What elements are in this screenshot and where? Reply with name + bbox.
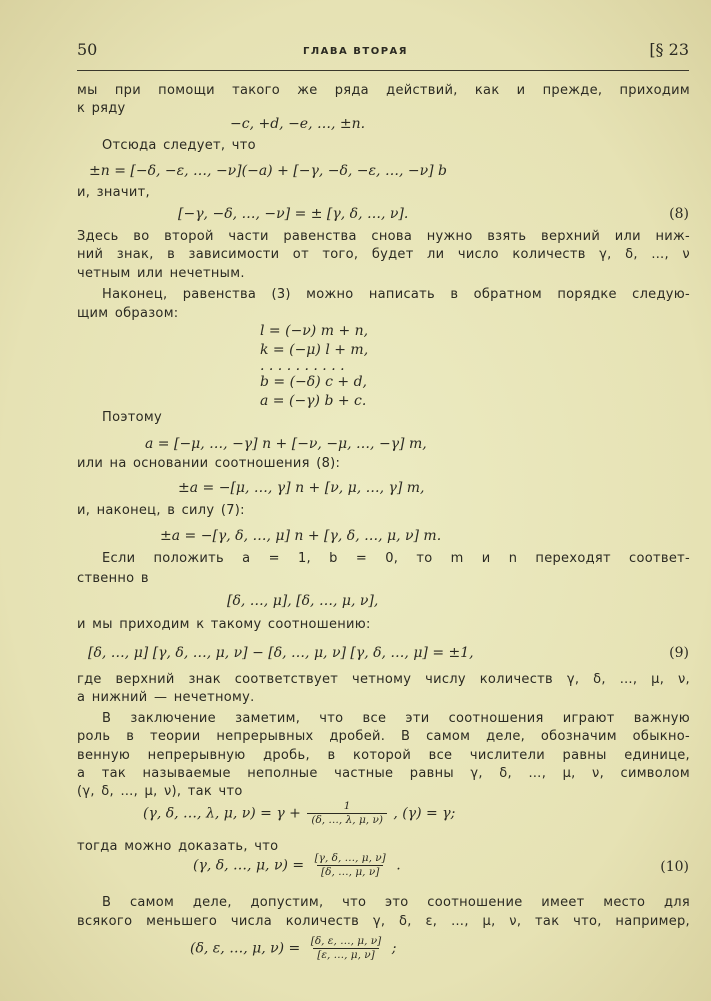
- fraction: [307, 935, 386, 962]
- equation-number: (8): [669, 206, 689, 222]
- equation-number: (9): [669, 645, 689, 661]
- formula-rhs: .: [396, 857, 401, 874]
- fraction-denominator: [δ, …, μ, ν]: [317, 865, 383, 879]
- page-number: 50: [77, 40, 98, 59]
- fraction: [311, 852, 390, 879]
- equation-number: (10): [660, 859, 689, 875]
- text-line: ний знак, в зависимости от того, будет ли число количеств γ, δ, …, ν: [77, 247, 690, 262]
- text-line: и, наконец, в силу (7):: [77, 503, 245, 518]
- section-number: [§ 23: [649, 40, 689, 59]
- text-line: (γ, δ, …, μ, ν), так что: [77, 784, 243, 799]
- formula: [δ, …, μ], [δ, …, μ, ν],: [227, 593, 379, 609]
- formula-dots: . . . . . . . . . .: [260, 358, 345, 374]
- fraction-numerator: 1: [343, 800, 351, 812]
- formula-fraction: [193, 852, 401, 879]
- text-line: ственно в: [77, 571, 149, 586]
- text-line: Здесь во второй части равенства снова нужно взять верхний или ниж-: [77, 229, 690, 244]
- formula: k = (−μ) l + m,: [260, 342, 369, 358]
- text-line: а так называемые неполные частные равны γ, δ, …, μ, ν, символом: [77, 766, 690, 781]
- formula: ±a = −[μ, …, γ] n + [ν, μ, …, γ] m,: [178, 480, 425, 496]
- formula-lhs: (δ, ε, …, μ, ν) =: [190, 940, 301, 957]
- text-line: роль в теории непрерывных дробей. В самом деле, обозначим обыкно-: [77, 729, 690, 744]
- text-line: Поэтому: [102, 410, 162, 425]
- text-line: венную непрерывную дробь, в которой все числители равны единице,: [77, 748, 690, 763]
- formula: a = (−γ) b + c.: [260, 393, 367, 409]
- formula: [−γ, −δ, …, −ν] = ± [γ, δ, …, ν].: [178, 206, 409, 222]
- text-line: В заключение заметим, что все эти соотношения играют важную: [102, 711, 690, 726]
- formula-lhs: (γ, δ, …, μ, ν) =: [193, 857, 305, 874]
- formula-lhs: (γ, δ, …, λ, μ, ν) = γ +: [143, 805, 301, 822]
- text-line: к ряду: [77, 101, 126, 116]
- text-line: Отсюда следует, что: [102, 138, 256, 153]
- fraction-denominator: (δ, …, λ, μ, ν): [307, 813, 387, 827]
- text-line: и, значит,: [77, 185, 150, 200]
- fraction-numerator: [δ, ε, …, μ, ν]: [310, 935, 382, 947]
- text-line: всякого меньшего числа количеств γ, δ, ε, …, μ, ν, так что, например,: [77, 914, 690, 929]
- text-line: Если положить a = 1, b = 0, то m и n переходят соответ-: [102, 551, 690, 566]
- formula-rhs: ;: [391, 940, 397, 957]
- formula: [δ, …, μ] [γ, δ, …, μ, ν] − [δ, …, μ, ν] [γ, δ, …, μ] = ±1,: [88, 645, 474, 661]
- formula: ±n = [−δ, −ε, …, −ν](−a) + [−γ, −δ, −ε, …, −ν] b: [89, 163, 447, 179]
- text-line: щим образом:: [77, 306, 179, 321]
- text-line: В самом деле, допустим, что это соотношение имеет место для: [102, 895, 690, 910]
- fraction: [307, 800, 387, 827]
- text-line: мы при помощи такого же ряда действий, как и прежде, приходим: [77, 83, 690, 98]
- running-title: ГЛАВА ВТОРАЯ: [303, 46, 408, 57]
- formula-fraction: [190, 935, 396, 962]
- text-line: Наконец, равенства (3) можно написать в обратном порядке следую-: [102, 287, 690, 302]
- text-line: или на основании соотношения (8):: [77, 456, 341, 471]
- fraction-denominator: [ε, …, μ, ν]: [313, 948, 379, 962]
- text-line: четным или нечетным.: [77, 266, 245, 281]
- formula: a = [−μ, …, −γ] n + [−ν, −μ, …, −γ] m,: [145, 436, 427, 452]
- fraction-numerator: [γ, δ, …, μ, ν]: [314, 852, 386, 864]
- text-line: тогда можно доказать, что: [77, 839, 279, 854]
- formula: ±a = −[γ, δ, …, μ] n + [γ, δ, …, μ, ν] m.: [160, 528, 442, 544]
- formula: −c, +d, −e, …, ±n.: [230, 116, 366, 132]
- formula-rhs: , (γ) = γ;: [393, 805, 456, 822]
- text-line: где верхний знак соответствует четному числу количеств γ, δ, …, μ, ν,: [77, 672, 690, 687]
- formula: l = (−ν) m + n,: [260, 323, 369, 339]
- formula-fraction: [143, 800, 455, 827]
- header-rule: [77, 70, 689, 71]
- text-line: а нижний — нечетному.: [77, 690, 255, 705]
- formula: b = (−δ) c + d,: [260, 374, 368, 390]
- text-line: и мы приходим к такому соотношению:: [77, 617, 371, 632]
